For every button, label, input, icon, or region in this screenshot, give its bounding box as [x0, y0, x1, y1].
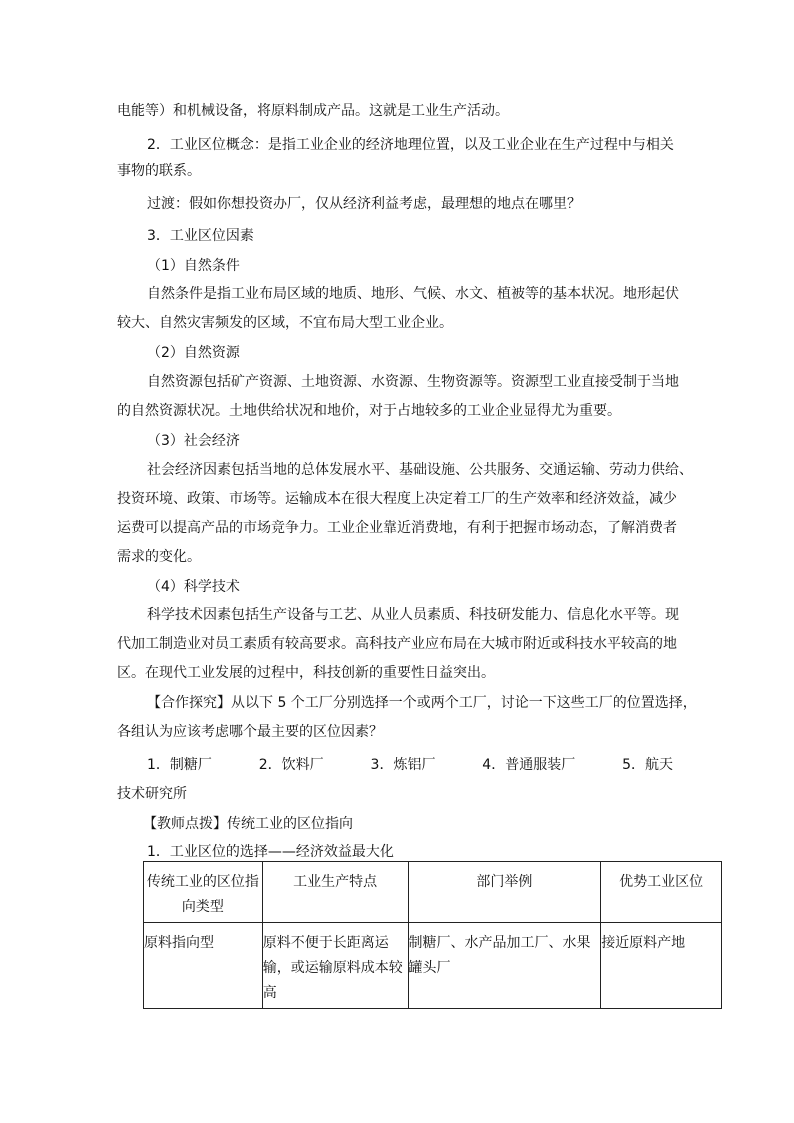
- table-cell: 制糖厂、水产品加工厂、水果罐头厂: [408, 923, 601, 1009]
- table-header-cell: 部门举例: [408, 862, 601, 923]
- subsection-heading: （1）自然条件: [147, 258, 240, 274]
- table-cell: 接近原料产地: [601, 923, 722, 1009]
- table-header-row: [144, 862, 722, 923]
- factory-options: [117, 755, 673, 775]
- paragraph-text: 科学技术因素包括生产设备与工艺、从业人员素质、科技研发能力、信息化水平等。现: [147, 607, 679, 623]
- paragraph-text: 自然资源包括矿产资源、土地资源、水资源、生物资源等。资源型工业直接受制于当地: [147, 374, 679, 390]
- paragraph-text: 技术研究所: [117, 786, 187, 802]
- table-cell: 原料指向型: [144, 923, 263, 1009]
- option-item: 5．航天: [622, 757, 673, 773]
- paragraph-text: 社会经济因素包括当地的总体发展水平、基础设施、公共服务、交通运输、劳动力供给、: [147, 462, 693, 478]
- table-header-cell: 传统工业的区位指向类型: [144, 862, 263, 923]
- option-item: 1．制糖厂: [147, 757, 212, 773]
- paragraph-text: 1．工业区位的选择——经济效益最大化: [147, 844, 394, 860]
- paragraph-text: 的自然资源状况。土地供给状况和地价，对于占地较多的工业企业显得尤为重要。: [117, 403, 621, 419]
- industry-location-table: [143, 861, 722, 1009]
- table-cell: 原料不便于长距离运输，或运输原料成本较高: [262, 923, 408, 1009]
- subsection-heading: （3）社会经济: [147, 433, 240, 449]
- section-heading: 3．工业区位因素: [147, 228, 254, 244]
- option-item: 2．饮料厂: [258, 757, 324, 773]
- table-header-cell: 工业生产特点: [262, 862, 408, 923]
- subsection-heading: （4）科学技术: [147, 579, 240, 595]
- paragraph-text: 较大、自然灾害频发的区域，不宜布局大型工业企业。: [117, 315, 453, 331]
- table-header-cell: 优势工业区位: [601, 862, 722, 923]
- paragraph-text: 各组认为应该考虑哪个最主要的区位因素？: [117, 724, 383, 740]
- paragraph-text: 电能等）和机械设备，将原料制成产品。这就是工业生产活动。: [117, 103, 509, 119]
- paragraph-text: 2．工业区位概念：是指工业企业的经济地理位置，以及工业企业在生产过程中与相关: [147, 137, 674, 153]
- paragraph-text: 投资环境、政策、市场等。运输成本在很大程度上决定着工厂的生产效率和经济效益，减少: [117, 491, 677, 507]
- subsection-heading: （2）自然资源: [147, 345, 240, 361]
- paragraph-text: 【合作探究】从以下 5 个工厂分别选择一个或两个工厂，讨论一下这些工厂的位置选择，: [147, 695, 697, 711]
- paragraph-text: 自然条件是指工业布局区域的地质、地形、气候、水文、植被等的基本状况。地形起伏: [147, 286, 679, 302]
- paragraph-text: 需求的变化。: [117, 549, 201, 565]
- paragraph-text: 事物的联系。: [117, 163, 201, 179]
- paragraph-text: 代加工制造业对员工素质有较高要求。高科技产业应布局在大城市附近或科技水平较高的地: [117, 636, 677, 652]
- option-item: 4．普通服装厂: [482, 757, 576, 773]
- paragraph-text: 过渡：假如你想投资办厂，仅从经济利益考虑，最理想的地点在哪里？: [147, 196, 581, 212]
- paragraph-text: 区。在现代工业发展的过程中，科技创新的重要性日益突出。: [117, 665, 495, 681]
- paragraph-text: 【教师点拨】传统工业的区位指向: [143, 816, 353, 832]
- option-item: 3．炼铝厂: [370, 757, 436, 773]
- paragraph-text: 运费可以提高产品的市场竞争力。工业企业靠近消费地，有利于把握市场动态，了解消费者: [117, 520, 677, 536]
- table-row: [144, 923, 722, 1009]
